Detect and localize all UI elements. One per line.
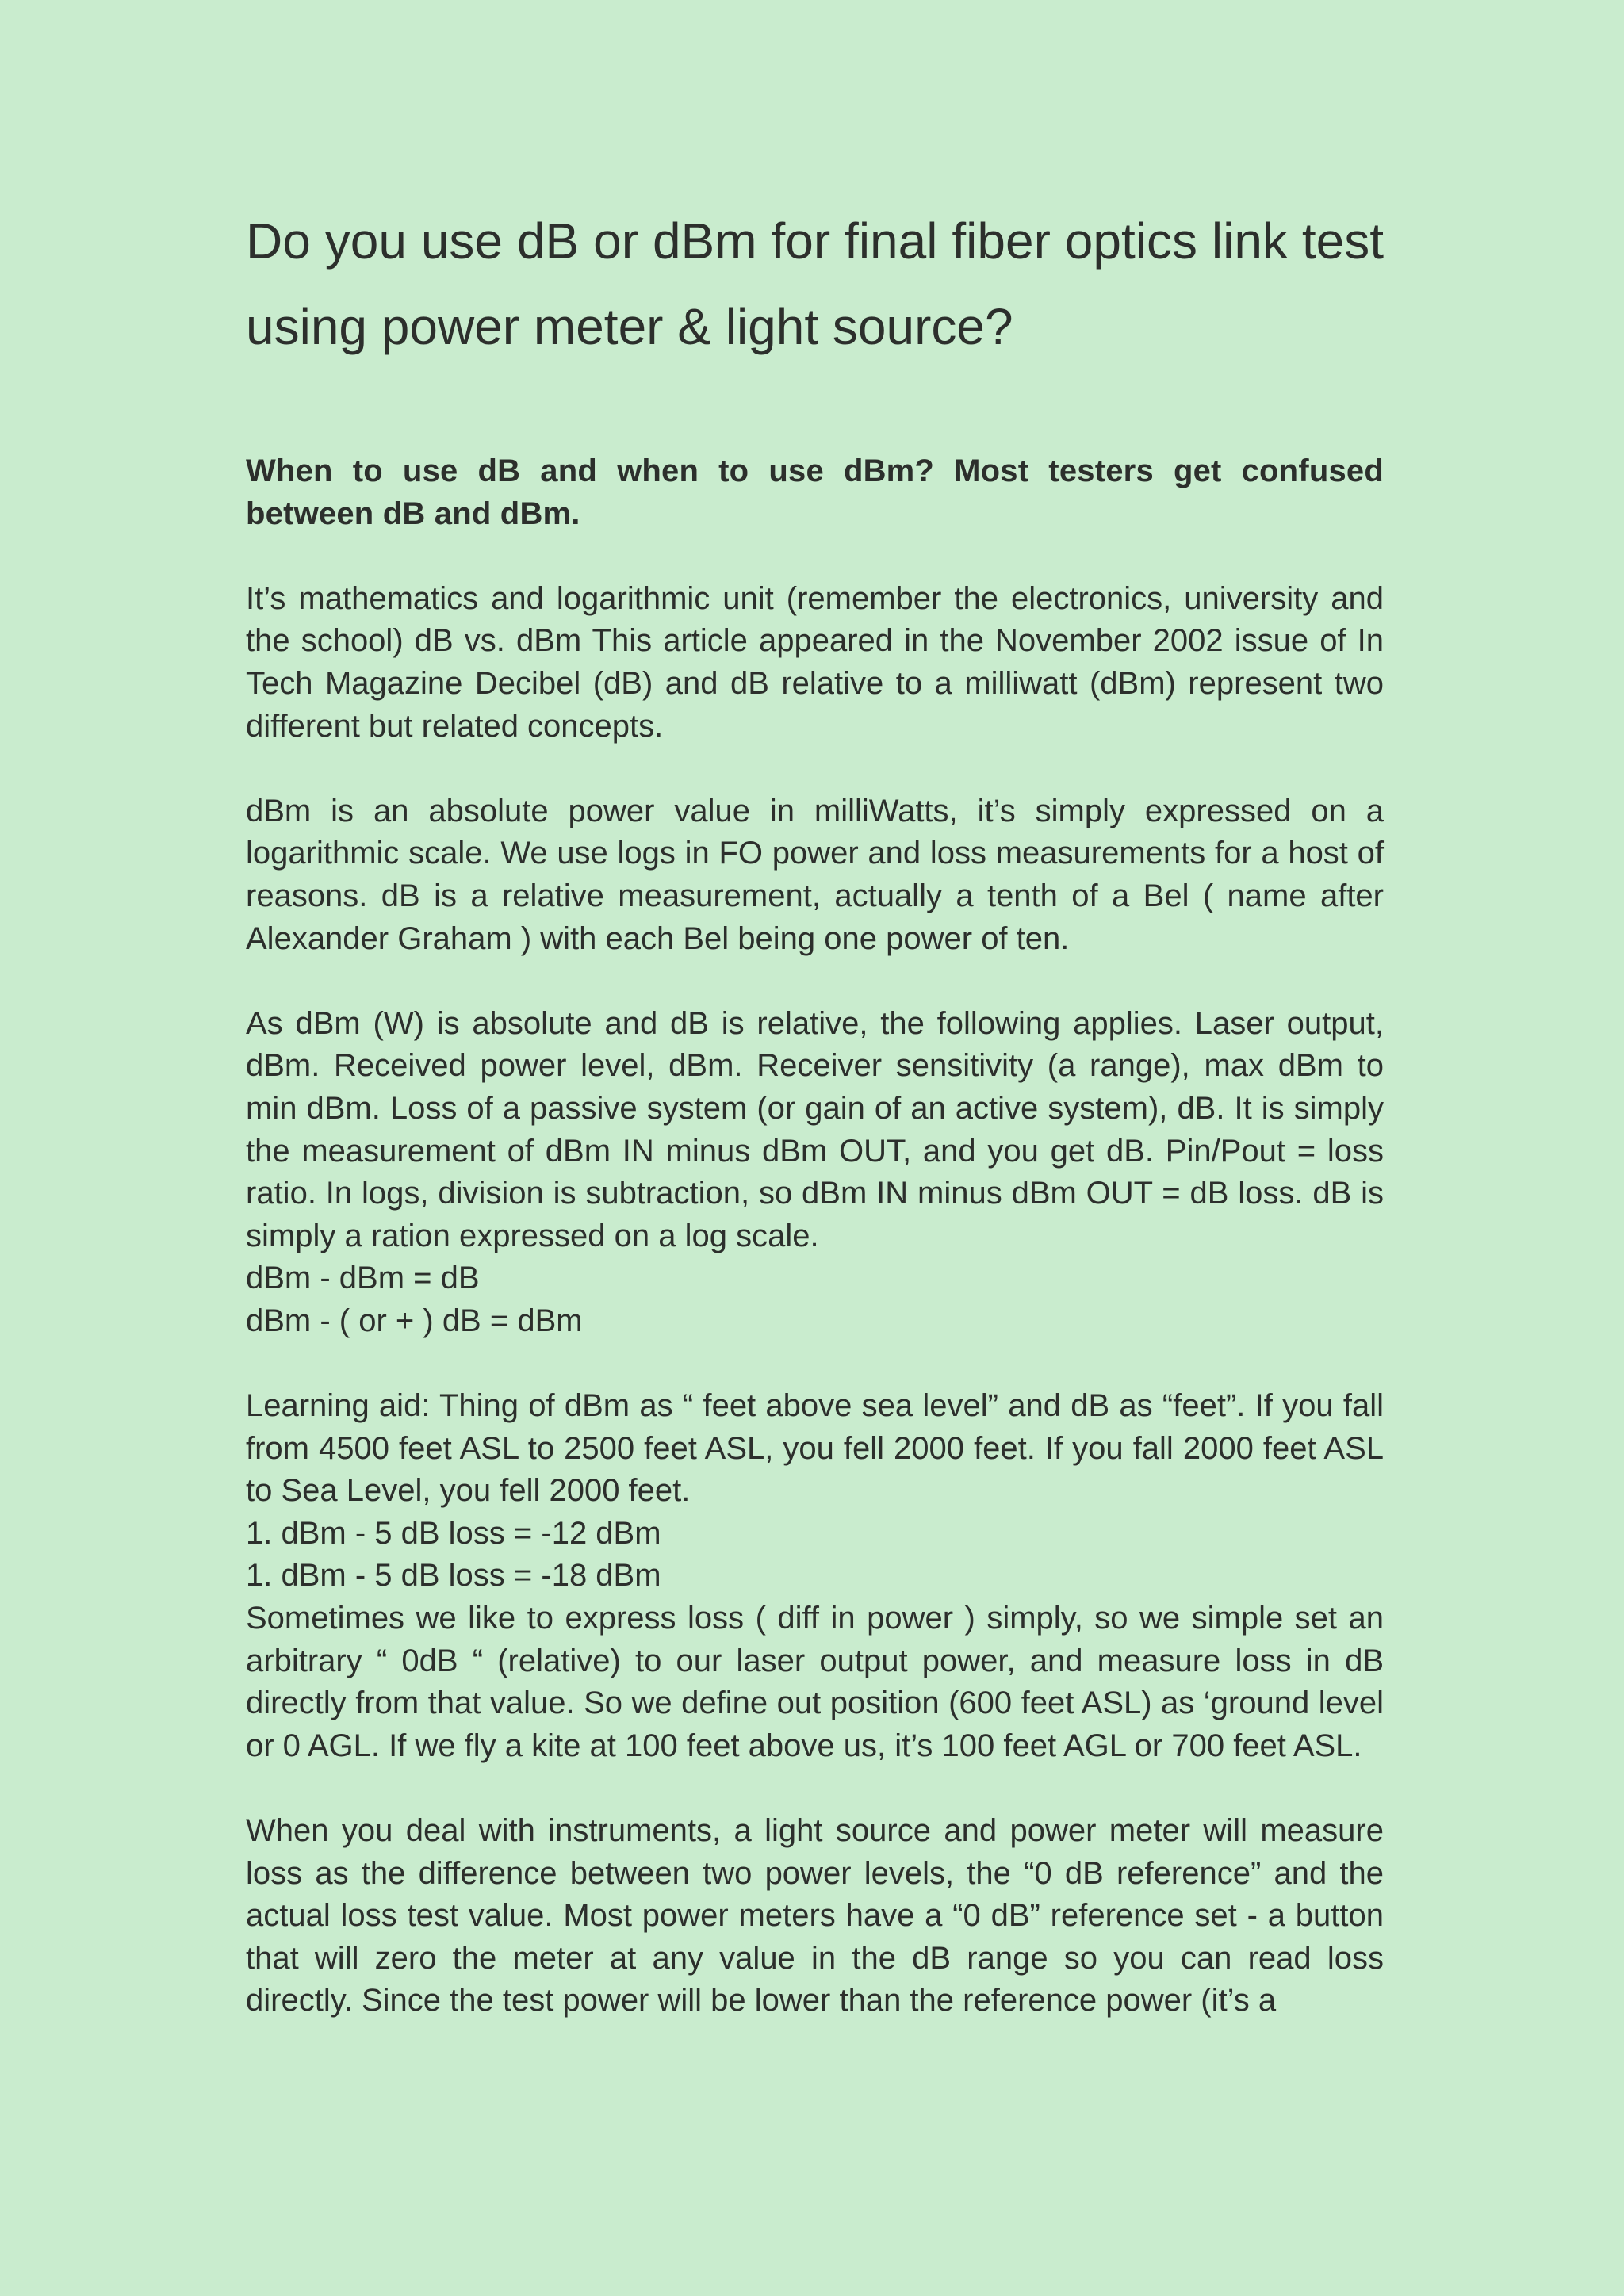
paragraph-2: dBm is an absolute power value in milliWatts, it’s simply expressed on a logarithmic scale. We use logs in FO power and loss measurements for a host of reasons. dB is a relative measurement, actually a tenth of a Bel ( name after Alexander Graham ) with each Bel being one power of ten. <box>246 793 1384 956</box>
list-item: 1. dBm - 5 dB loss = -12 dBm <box>246 1515 661 1551</box>
page-title: Do you use dB or dBm for final fiber optics link test using power meter & light source? <box>246 212 1384 355</box>
paragraph-3: As dBm (W) is absolute and dB is relative, the following applies. Laser output, dBm. Received power level, dBm. Receiver sensitivity (a range), max dBm to min dBm. Loss of a passive system (or gain of an active system), dB. It is simply the measurement of dBm IN minus dBm OUT, and you get dB. Pin/Pout = loss ratio. In logs, division is subtraction, so dBm IN minus dBm OUT = dB loss. dB is simply a ration expressed on a log scale. <box>246 1005 1384 1253</box>
paragraph-6: When you deal with instruments, a light source and power meter will measure loss as the difference between two power levels, the “0 dB reference” and the actual loss test value. Most power meters have a “0 dB” reference set - a button that will zero the meter at any value in the dB range so you can read loss directly. Since the test power will be lower than the reference power (it’s a <box>246 1813 1384 2019</box>
list-item: 1. dBm - 5 dB loss = -18 dBm <box>246 1558 661 1594</box>
paragraph-1: It’s mathematics and logarithmic unit (remember the electronics, university and the school) dB vs. dBm This article appeared in the November 2002 issue of In Tech Magazine Decibel (dB) and dB relative to a milliwatt (dBm) represent two different but related concepts. <box>246 580 1384 744</box>
lead-paragraph: When to use dB and when to use dBm? Most testers get confused between dB and dBm. <box>246 453 1384 531</box>
paragraph-4: Learning aid: Thing of dBm as “ feet above sea level” and dB as “feet”. If you fall from 4500 feet ASL to 2500 feet ASL, you fell 2000 feet. If you fall 2000 feet ASL to Sea Level, you fell 2000 feet. <box>246 1388 1384 1509</box>
formula-line-2: dBm - ( or + ) dB = dBm <box>246 1303 583 1338</box>
paragraph-5: Sometimes we like to express loss ( diff in power ) simply, so we simple set an arbitrary “ 0dB “ (relative) to our laser output power, and measure loss in dB directly from that value. So we define out position (600 feet ASL) as ‘ground level or 0 AGL. If we fly a kite at 100 feet above us, it’s 100 feet AGL or 700 feet ASL. <box>246 1601 1384 1763</box>
formula-line-1: dBm - dBm = dB <box>246 1261 480 1296</box>
article-body <box>246 450 1384 2022</box>
